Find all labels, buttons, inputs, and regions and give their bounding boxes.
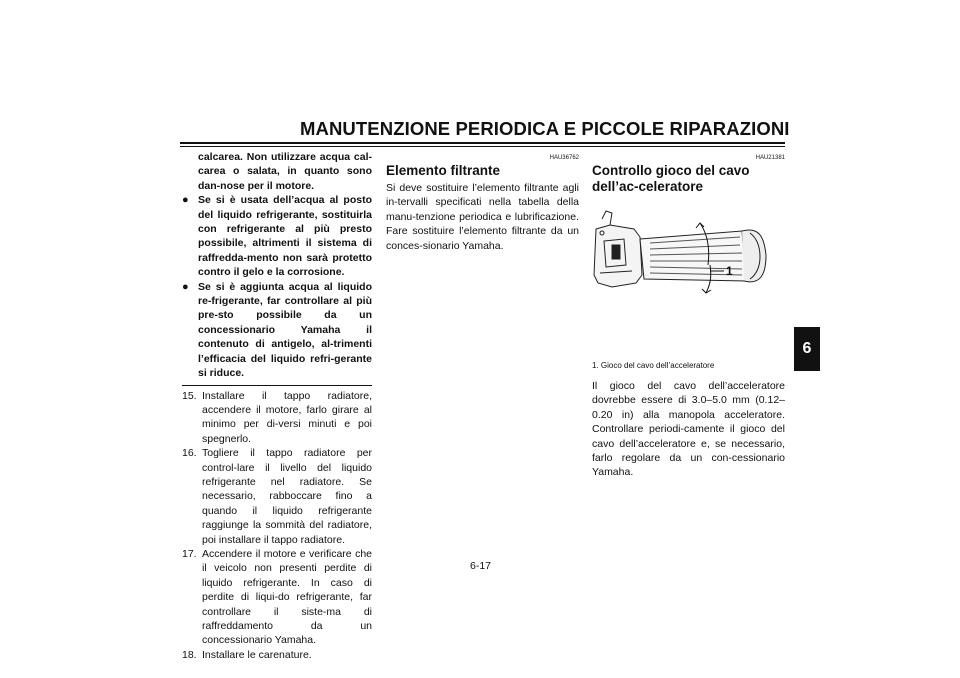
step-item — [182, 389, 372, 447]
step-item — [182, 648, 372, 662]
step-text: Installare il tappo radiatore, accendere il motore, farlo girare al minimo per di-versi minuti e poi spegnerlo. — [202, 389, 372, 445]
bullet-dot-icon: ● — [182, 194, 189, 207]
warning-paragraph: calcarea. Non utilizzare acqua cal-carea o salata, in quanto sono dan-nose per il motore. — [198, 151, 372, 192]
section-body: Il gioco del cavo dell’acceleratore dovrebbe essere di 3.0–5.0 mm (0.12–0.20 in) alla manopola acceleratore. Controllare periodi-camente il gioco del cavo dell’acceleratore e, se necessario, farlo regolare da un con-cessionario Yamaha. — [592, 380, 785, 479]
bullet-dot-icon: ● — [182, 280, 189, 293]
figure-label: 1 — [726, 264, 733, 278]
step-item — [182, 547, 372, 648]
step-text: Accendere il motore e verificare che il veicolo non presenti perdite di liquido refrigerante. In caso di perdite di liqui-do refrigerante, far controllare il siste-ma di raffreddamento da un concessionario Yamaha. — [202, 547, 372, 647]
section-code: HAU21381 — [755, 155, 785, 161]
step-number: 15. — [182, 389, 197, 402]
throttle-grip-illustration — [592, 209, 785, 355]
throttle-grip-figure — [592, 209, 785, 355]
section-title: Controllo gioco del cavo dell’ac-celeratore — [592, 163, 750, 194]
step-number: 16. — [182, 447, 197, 460]
warning-bullet-text: Se si è aggiunta acqua al liquido re-frigerante, far controllare al più pre-sto possibile da un concessionario Yamaha il contenuto di antigelo, al-trimenti l’efficacia del liquido refri-gerante si riduce. — [198, 280, 372, 380]
step-number: 17. — [182, 547, 197, 560]
figure-caption: 1. Gioco del cavo dell’acceleratore — [592, 361, 715, 370]
chapter-tab: 6 — [794, 327, 820, 371]
section-body: Si deve sostituire l’elemento filtrante agli in-tervalli specificati nella tabella della manu-tenzione periodica e lubrificazione. Fare sostituire l’elemento filtrante da un conces-sionario Yamaha. — [386, 182, 579, 252]
warning-bullet — [182, 193, 372, 279]
right-column — [592, 150, 785, 480]
warning-end-rule — [182, 385, 372, 386]
section-title: Elemento filtrante — [386, 163, 501, 178]
middle-column — [386, 150, 579, 253]
warning-bullet — [182, 280, 372, 381]
page-header-title: MANUTENZIONE PERIODICA E PICCOLE RIPARAZIONI — [300, 118, 790, 139]
warning-bullet-text: Se si è usata dell’acqua al posto del liquido refrigerante, sostituirla con refrigerante al più presto possibile, altrimenti il sistema di raffredda-mento non sarà protetto contro il gelo e la corrosione. — [198, 194, 372, 279]
step-item — [182, 446, 372, 547]
step-list — [182, 389, 372, 663]
step-text: Installare le carenature. — [202, 648, 312, 661]
section-code: HAU36762 — [549, 155, 579, 161]
page-number: 6-17 — [470, 560, 492, 572]
header-rule-thin — [180, 146, 785, 147]
header-rule — [180, 142, 785, 144]
step-number: 18. — [182, 648, 197, 661]
left-column — [182, 150, 372, 662]
step-text: Togliere il tappo radiatore per control-lare il livello del liquido refrigerante nel radiatore. Se necessario, rabboccare fino a quando il liquido refrigerante raggiunge la sommità del radiatore, poi installare il tappo radiatore. — [202, 447, 372, 546]
warning-block — [182, 150, 372, 381]
